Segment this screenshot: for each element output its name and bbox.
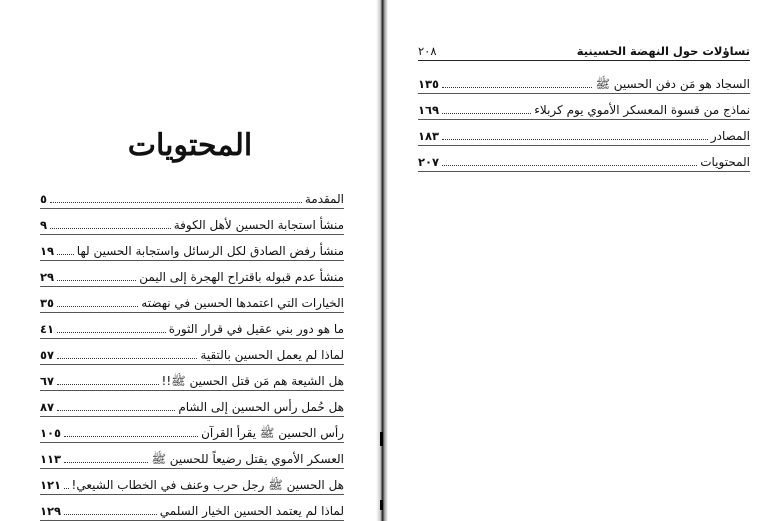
toc-entry-title: السجاد هو مَن دفن الحسين ﷺ xyxy=(595,77,750,91)
toc-entry-page: ٦٧ xyxy=(40,374,55,388)
toc-entry-title: ما هو دور بني عقيل في قرار الثورة xyxy=(168,322,344,336)
toc-entry[interactable] xyxy=(418,124,750,146)
toc-entry-title: نماذج من قسوة المعسكر الأموي يوم كربلاء xyxy=(534,103,750,117)
toc-entry-title: هل الحسين ﷺ رجل حرب وعنف في الخطاب الشيعي! xyxy=(71,478,344,492)
toc-entry[interactable] xyxy=(40,421,344,443)
leader-dots xyxy=(442,87,592,88)
toc-entry-title: منشأ رفض الصادق لكل الرسائل واستجابة الحسين لها xyxy=(76,244,344,258)
toc-entry[interactable] xyxy=(40,447,344,469)
toc-entry-page: ٩ xyxy=(40,218,48,232)
toc-entry-page: ٢٩ xyxy=(40,270,55,284)
leader-dots xyxy=(57,332,166,333)
toc-entry-title: لماذا لم يعتمد الحسين الخيار السلمي xyxy=(159,504,344,518)
toc-entry-page: ١٩ xyxy=(40,244,55,258)
leader-dots xyxy=(442,113,531,114)
toc-entry-page: ٨٧ xyxy=(40,400,55,414)
leader-dots xyxy=(57,254,74,255)
toc-entry-title: لماذا لم يعمل الحسين بالتقية xyxy=(200,348,344,362)
right-page xyxy=(388,0,782,521)
leader-dots xyxy=(57,410,175,411)
leader-dots xyxy=(64,462,148,463)
toc-entry-page: ٤١ xyxy=(40,322,55,336)
toc-entry-page: ١٣٥ xyxy=(418,77,440,91)
leader-dots xyxy=(64,488,68,489)
toc-entry[interactable] xyxy=(40,395,344,417)
toc-entry-title: هل حُمل رأس الحسين إلى الشام xyxy=(178,400,344,414)
toc-entry-page: ١٨٣ xyxy=(418,129,440,143)
page-number: ٢٠٨ xyxy=(418,44,437,58)
toc-entry[interactable] xyxy=(418,98,750,120)
toc-entry[interactable] xyxy=(40,499,344,521)
spine-mark xyxy=(380,432,383,446)
toc-entry[interactable] xyxy=(40,317,344,339)
spine-mark xyxy=(380,500,383,510)
toc-entry[interactable] xyxy=(40,187,344,209)
toc-entry-title: هل الشيعة هم مَن قتل الحسين ﷺ!! xyxy=(161,374,344,388)
toc-entry[interactable] xyxy=(40,213,344,235)
toc-entry-title: الخيارات التي اعتمدها الحسين في نهضته xyxy=(141,296,344,310)
leader-dots xyxy=(57,280,136,281)
leader-dots xyxy=(57,306,138,307)
page-title: المحتويات xyxy=(127,128,253,163)
toc-entry-page: ٢٠٧ xyxy=(418,155,440,169)
toc-entry-title: رأس الحسين ﷺ يقرأ القرآن xyxy=(201,426,344,440)
left-page xyxy=(0,0,376,521)
toc-entry-title: المصادر xyxy=(710,129,750,143)
running-head-title: تساؤلات حول النهضة الحسينية xyxy=(576,44,750,58)
leader-dots xyxy=(442,165,697,166)
toc-entry-title: العسكر الأموي يقتل رضيعاً للحسين ﷺ xyxy=(151,452,344,466)
leader-dots xyxy=(50,228,171,229)
toc-entry-page: ١٠٥ xyxy=(40,426,62,440)
leader-dots xyxy=(57,358,197,359)
toc-entry-page: ١٢١ xyxy=(40,478,62,492)
toc-entry[interactable] xyxy=(40,369,344,391)
running-head xyxy=(418,44,750,61)
toc-entry-title: المقدمة xyxy=(304,192,344,206)
toc-entry[interactable] xyxy=(40,291,344,313)
toc-entry[interactable] xyxy=(40,265,344,287)
toc-entry-page: ٥٧ xyxy=(40,348,55,362)
leader-dots xyxy=(64,436,198,437)
toc-entry-page: ١٢٩ xyxy=(40,504,62,518)
leader-dots xyxy=(50,202,302,203)
toc-entry[interactable] xyxy=(40,473,344,495)
leader-dots xyxy=(442,139,708,140)
toc-entry[interactable] xyxy=(418,150,750,172)
toc-entry-page: ١١٣ xyxy=(40,452,62,466)
toc-entry-page: ٣٥ xyxy=(40,296,55,310)
leader-dots xyxy=(64,514,157,515)
toc-entry-title: منشأ استجابة الحسين لأهل الكوفة xyxy=(173,218,344,232)
toc-entry-page: ٥ xyxy=(40,192,48,206)
toc-entry-page: ١٦٩ xyxy=(418,103,440,117)
toc-entry-title: منشأ عدم قبوله باقتراح الهجرة إلى اليمن xyxy=(139,270,344,284)
toc-entry-title: المحتويات xyxy=(700,155,750,169)
toc-entry[interactable] xyxy=(40,343,344,365)
toc-entry[interactable] xyxy=(418,72,750,94)
toc-entry[interactable] xyxy=(40,239,344,261)
leader-dots xyxy=(57,384,158,385)
